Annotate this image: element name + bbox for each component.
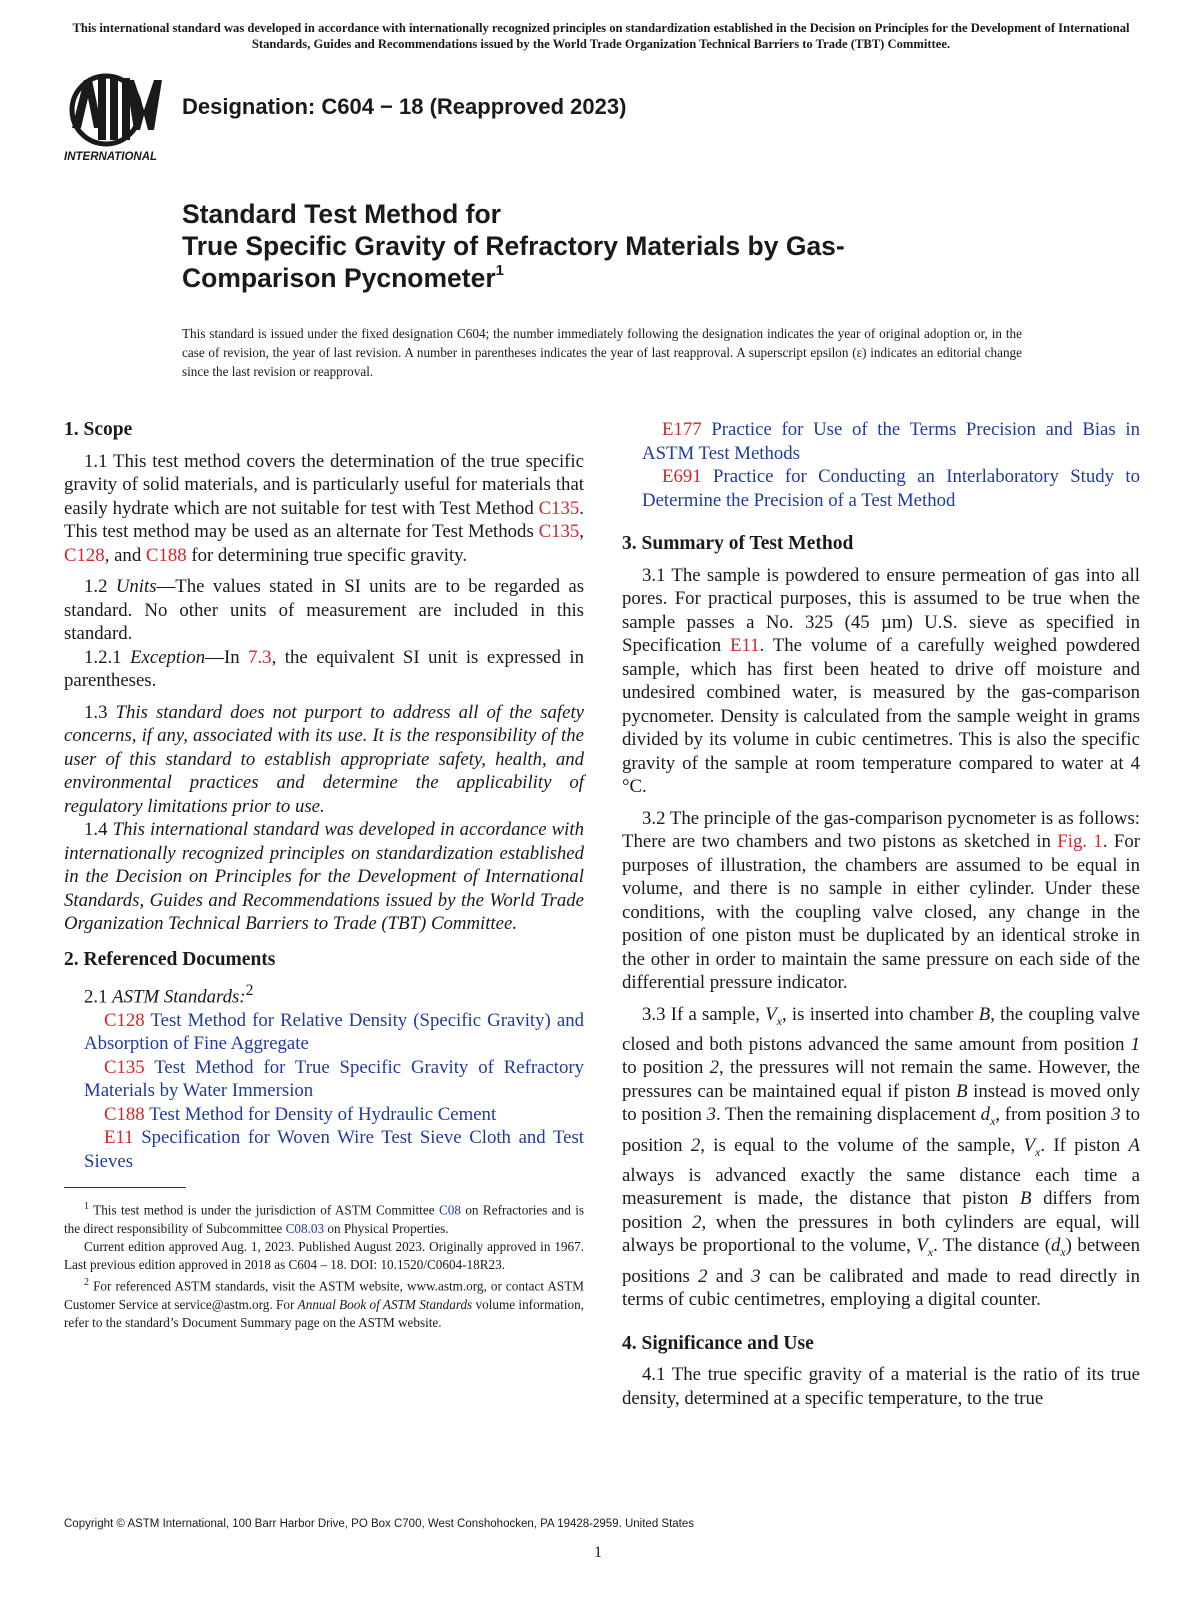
title-line-2: True Specific Gravity of Refractory Materials by Gas- [182, 231, 845, 261]
right-column [622, 418, 1140, 1410]
link-c135[interactable]: C135 [538, 521, 580, 542]
ref-e11[interactable]: E11 Specification for Woven Wire Test Sieve Cloth and Test Sieves [84, 1127, 584, 1172]
para-1-1: 1.1 This test method covers the determination of the true specific gravity of solid materials, and is particularly useful for materials that easily hydrate which are not suitable for test with Test Method C135. This test method may be used as an alternate for Test Methods C135, C128, and C188 for determining true specific gravity. [64, 450, 584, 566]
scope-heading: 1. Scope [64, 419, 133, 440]
para-3-3: 3.3 If a sample, $V_x$, is inserted into chamber B, the coupling valve closed and both pistons advanced the same amount from position 1 to position 2, the pressures will not remain the same. However, the pressures can be maintained equal if piston B instead is moved only to position 3. Then the remaining displacement $d_x$, from position 3 to position 2, is equal to the volume of the sample, $V_x$. If piston A always is advanced exactly the same distance each time a measurement is made, the distance that piston B differs from position 2, when the pressures in both cylinders are equal, will always be proportional to the volume, $V_x$. The distance $(d_x)$ between positions 2 and 3 can be calibrated and made to read directly in terms of cubic centimetres, employing a digital counter. [622, 1003, 1141, 1310]
link-c135[interactable]: C135 [538, 497, 580, 519]
footnote-2: $^2$ For referenced ASTM standards, visit the ASTM website, www.astm.org, or contact ASTM Customer Service at service@astm.org. For Annual Book of ASTM Standards volume information, refer to the standard’s Document Summary page on the ASTM website. [64, 1277, 584, 1331]
footnotes [64, 1198, 584, 1332]
link-fig-1[interactable]: Fig. 1 [1057, 831, 1103, 852]
astm-standards-label: 2.1 ASTM Standards:$^2$ [84, 982, 254, 1008]
astm-logo-icon [64, 70, 168, 170]
para-1-2: 1.2 Units—The values stated in SI units are to be regarded as standard. No other units of measurement are included in this standard. [64, 576, 585, 644]
title-line-1: Standard Test Method for [182, 199, 501, 229]
link-c188[interactable]: C188 [145, 544, 187, 566]
page-number: 1 [594, 1544, 602, 1561]
link-c128[interactable]: C128 [64, 544, 105, 566]
ref-c128[interactable]: C128 Test Method for Relative Density (Specific Gravity) and Absorption of Fine Aggregate [84, 1009, 584, 1055]
logo-text: INTERNATIONAL [64, 151, 158, 163]
para-4-1: 4.1 The true specific gravity of a material is the ratio of its true density, determined at a specific temperature, to the true [622, 1364, 1140, 1409]
footnote-divider [64, 1187, 186, 1188]
link-c08-03[interactable]: C08.03 [285, 1220, 325, 1236]
ref-c188[interactable]: C188 Test Method for Density of Hydraulic Cement [104, 1103, 497, 1125]
wto-notice: This international standard was developed in accordance with internationally recognized principles on standardization established in the Decision on Principles for the Development of International Standards, Guides and Recommendations issued by the World Trade Organization Technical Barriers to Trade (TBT) Committee. [72, 21, 1130, 51]
ref-e177[interactable]: E177 Practice for Use of the Terms Precision and Bias in ASTM Test Methods [642, 419, 1140, 464]
document-title [182, 198, 942, 294]
significance-heading: 4. Significance and Use [622, 1332, 814, 1354]
issue-note: This standard is issued under the fixed designation C604; the number immediately following the designation indicates the year of original adoption or, in the case of revision, the year of last revision. A number in parentheses indicates the year of last reapproval. A superscript epsilon (ε) indicates an editorial change since the last revision or reapproval. [182, 326, 1022, 379]
link-e11[interactable]: E11 [729, 635, 760, 656]
title-line-3: Comparison Pycnometer [182, 263, 496, 293]
footnote-1: $^1$ This test method is under the jurisdiction of ASTM Committee C08 on Refractories and is the direct responsibility of Subcommittee C08.03 on Physical Properties. [64, 1201, 584, 1236]
title-footnote-marker[interactable]: 1 [495, 262, 505, 279]
ref-e691[interactable]: E691 Practice for Conducting an Interlaboratory Study to Determine the Precision of a Test Method [642, 466, 1140, 511]
para-1-4: 1.4 This international standard was developed in accordance with internationally recognized principles on standardization established in the Decision on Principles for the Development of International Standards, Guides and Recommendations issued by the World Trade Organization Technical Barriers to Trade (TBT) Committee. [64, 819, 585, 934]
link-c08[interactable]: C08 [438, 1202, 461, 1218]
link-7-3[interactable]: 7.3 [248, 646, 272, 668]
footnote-edition: Current edition approved Aug. 1, 2023. Published August 2023. Originally approved in 1967. Last previous edition approved in 2018 as C604 – 18. DOI: 10.1520/C0604-18R23. [64, 1239, 584, 1273]
left-column [64, 418, 584, 1332]
para-3-1: 3.1 The sample is powdered to ensure permeation of gas into all pores. For practical purposes, this is assumed to be true when the sample passes a No. 325 (45 µm) U.S. sieve as specified in Specification E11. The volume of a carefully weighed powdered sample, which has first been heated to drive off moisture and undesired combined water, is measured by the gas-comparison pycnometer. Density is calculated from the sample weight in grams divided by its volume in cubic centimetres. This is also the specific gravity of the sample at room temperature compared to water at 4 °C. [622, 564, 1140, 797]
summary-heading: 3. Summary of Test Method [622, 533, 854, 554]
para-1-3: 1.3 This standard does not purport to address all of the safety concerns, if any, associated with its use. It is the responsibility of the user of this standard to establish appropriate safety, health, and environmental practices and determine the applicability of regulatory limitations prior to use. [64, 701, 585, 817]
refdocs-heading: 2. Referenced Documents [64, 948, 276, 970]
designation: Designation: C604 − 18 (Reapproved 2023) [182, 94, 627, 119]
ref-c135[interactable]: C135 Test Method for True Specific Gravity of Refractory Materials by Water Immersion [84, 1056, 585, 1102]
para-3-2: 3.2 The principle of the gas-comparison pycnometer is as follows: There are two chambers and two pistons as sketched in Fig. 1. For purposes of illustration, the chambers are assumed to be equal in volume, and there is no sample in either cylinder. Under these conditions, with the coupling valve closed, any change in the position of one piston must be duplicated by an identical stroke in the other in order to maintain the same pressure on each side of the differential pressure indicator. [622, 807, 1141, 993]
copyright: Copyright © ASTM International, 100 Barr Harbor Drive, PO Box C700, West Conshohocken, PA 19428-2959. United States [64, 1518, 695, 1530]
para-1-2-1: 1.2.1 Exception—In 7.3, the equivalent SI unit is expressed in parentheses. [64, 646, 584, 691]
